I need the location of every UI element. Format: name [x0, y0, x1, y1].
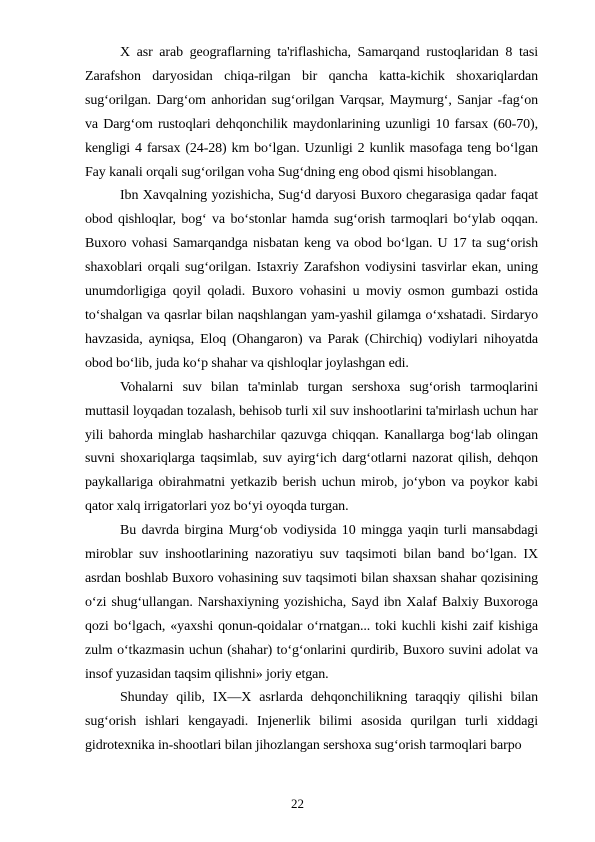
paragraph: Bu davrda birgina Murg‘ob vodiysida 10 mingga yaqin turli mansabdagi miroblar suv inshootlarining nazoratiyu suv taqsimoti bilan band bo‘lgan. IX asrdan boshlab Buxoro vohasining suv taqsimoti bilan shaxsan shahar qozisining o‘zi shug‘ullangan. Narshaxiyning yozishicha, Sayd ibn Xalaf Balxiy Buxoroga qozi bo‘lgach, «yaxshi qonun-qoidalar o‘rnatgan... toki kuchli kishi zaif kishiga zulm o‘tkazmasin uchun (shahar) to‘g‘onlarini qurdirib, Buxoro suvini adolat va insof yuzasidan taqsim qilishni» joriy etgan.: [85, 523, 538, 682]
paragraph: Ibn Xavqalning yozishicha, Sug‘d daryosi Buxoro chegarasiga qadar faqat obod qishloqlar, bog‘ va bo‘stonlar hamda sug‘orish tarmoqlari bo‘ylab oqqan. Buxoro vohasi Samarqandga nisbatan keng va obod bo‘lgan. U 17 ta sug‘orish shaxoblari orqali sug‘orilgan. Istaxriy Zarafshon vodiysini tasvirlar ekan, uning unumdorligiga qoyil qoladi. Buxoro vohasini u moviy osmon gumbazi ostida to‘shalgan va qasrlar bilan naqshlangan yam-yashil gilamga o‘xshatadi. Sirdaryo havzasida, ayniqsa, Eloq (Ohangaron) va Parak (Chirchiq) vodiylari nihoyatda obod bo‘lib, juda ko‘p shahar va qishloqlar joylashgan edi.: [85, 188, 538, 371]
paragraph: X asr arab geograflarning ta'riflashicha, Samarqand rustoqlaridan 8 tasi Zarafshon daryosidan chiqa-rilgan bir qancha katta-kichik shoxariqlardan sug‘orilgan. Darg‘om anhoridan sug‘orilgan Varqsar, Maymurg‘, Sanjar -fag‘on va Darg‘om rustoqlari dehqonchilik maydonlarining uzunligi 10 farsax (60-70), kengligi 4 farsax (24-28) km bo‘lgan. Uzunligi 2 kunlik masofaga teng bo‘lgan Fay kanali orqali sug‘orilgan voha Sug‘dning eng obod qismi hisoblangan.: [85, 45, 538, 180]
paragraph: Shunday qilib, IX—X asrlarda dehqonchilikning taraqqiy qilishi bilan sug‘orish ishlari kengayadi. Injenerlik bilimi asosida qurilgan turli xiddagi gidrotexnika in-shootlari bilan jihozlangan sershoxa sug‘orish tarmoqlari barpo: [85, 690, 538, 754]
page-number: 22: [291, 796, 304, 811]
page-body: [85, 41, 538, 758]
paragraph: Vohalarni suv bilan ta'minlab turgan sershoxa sug‘orish tarmoqlarini muttasil loyqadan tozalash, behisob turli xil suv inshootlarini ta'mirlash uchun har yili bahorda minglab hasharchilar qazuvga chiqqan. Kanallarga bog‘lab olingan suvni shoxariqlarga taqsimlab, suv ayirg‘ich darg‘otlarni nazorat qilish, dehqon paykallariga obirahmatni yetkazib berish uchun mirob, jo‘ybon va poykor kabi qator xalq irrigatorlari yoz bo‘yi oyoqda turgan.: [85, 379, 538, 515]
